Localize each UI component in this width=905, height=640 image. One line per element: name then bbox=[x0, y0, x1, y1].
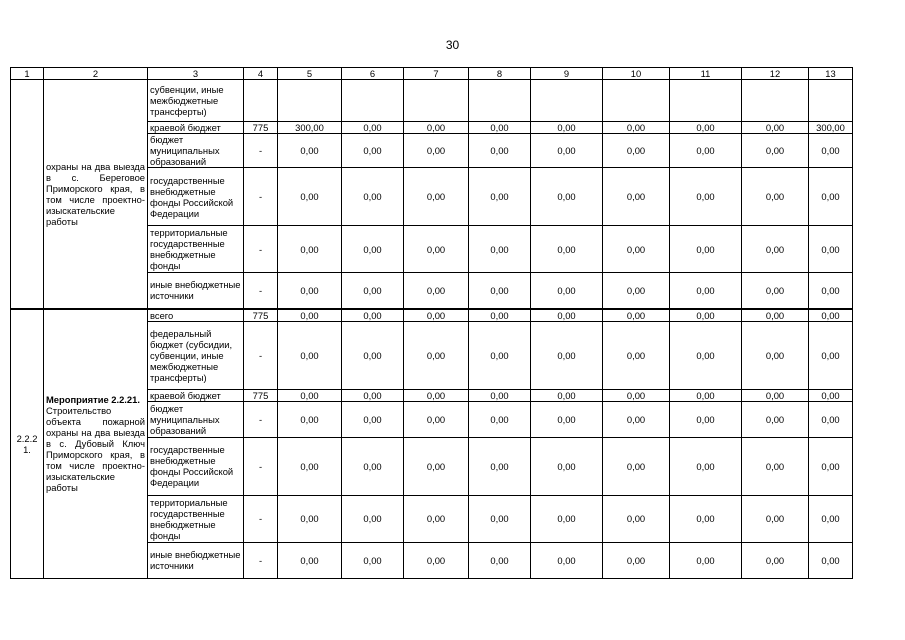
value-cell: 0,00 bbox=[404, 437, 469, 495]
value-cell: 0,00 bbox=[670, 321, 742, 389]
value-cell: 0,00 bbox=[342, 168, 404, 226]
funding-source: государственные внебюджетные фонды Российской Федерации bbox=[148, 437, 244, 495]
value-cell: 0,00 bbox=[603, 309, 670, 322]
value-cell: 0,00 bbox=[278, 542, 342, 578]
value-cell: 0,00 bbox=[603, 168, 670, 226]
value-cell: 0,00 bbox=[278, 134, 342, 168]
value-cell: 0,00 bbox=[670, 226, 742, 273]
budget-code: - bbox=[244, 321, 278, 389]
value-cell: 0,00 bbox=[342, 273, 404, 309]
budget-code: - bbox=[244, 226, 278, 273]
item-index: 2.2.2 1. bbox=[11, 309, 44, 579]
value-cell: 0,00 bbox=[469, 437, 531, 495]
funding-source: краевой бюджет bbox=[148, 389, 244, 401]
value-cell: 0,00 bbox=[742, 401, 809, 437]
value-cell: 0,00 bbox=[809, 168, 853, 226]
value-cell: 0,00 bbox=[342, 309, 404, 322]
value-cell: 0,00 bbox=[278, 309, 342, 322]
header-cell: 1 bbox=[11, 68, 44, 80]
value-cell: 0,00 bbox=[603, 273, 670, 309]
budget-code: - bbox=[244, 437, 278, 495]
value-cell: 0,00 bbox=[278, 437, 342, 495]
funding-source: территориальные государственные внебюджетные фонды bbox=[148, 495, 244, 542]
value-cell: 0,00 bbox=[342, 226, 404, 273]
value-cell: 0,00 bbox=[742, 321, 809, 389]
budget-code: - bbox=[244, 134, 278, 168]
value-cell: 0,00 bbox=[809, 542, 853, 578]
value-cell: 0,00 bbox=[404, 134, 469, 168]
value-cell: 0,00 bbox=[742, 226, 809, 273]
value-cell: 0,00 bbox=[469, 495, 531, 542]
item-description bbox=[44, 80, 148, 309]
table-row bbox=[11, 309, 853, 322]
header-cell: 2 bbox=[44, 68, 148, 80]
value-cell: 0,00 bbox=[531, 226, 603, 273]
value-cell: 0,00 bbox=[342, 437, 404, 495]
value-cell: 0,00 bbox=[809, 226, 853, 273]
value-cell: 0,00 bbox=[670, 495, 742, 542]
value-cell: 0,00 bbox=[404, 401, 469, 437]
funding-source: краевой бюджет bbox=[148, 122, 244, 134]
value-cell: 0,00 bbox=[670, 122, 742, 134]
value-cell: 0,00 bbox=[809, 321, 853, 389]
value-cell: 0,00 bbox=[278, 226, 342, 273]
value-cell: 0,00 bbox=[278, 495, 342, 542]
value-cell: 0,00 bbox=[278, 401, 342, 437]
value-cell: 0,00 bbox=[342, 401, 404, 437]
value-cell: 0,00 bbox=[670, 273, 742, 309]
value-cell: 0,00 bbox=[603, 542, 670, 578]
value-cell: 0,00 bbox=[278, 321, 342, 389]
value-cell: 0,00 bbox=[670, 437, 742, 495]
value-cell bbox=[404, 80, 469, 122]
value-cell bbox=[531, 80, 603, 122]
table-row bbox=[11, 80, 853, 122]
value-cell: 0,00 bbox=[469, 542, 531, 578]
value-cell: 0,00 bbox=[404, 273, 469, 309]
value-cell: 0,00 bbox=[603, 495, 670, 542]
header-cell: 9 bbox=[531, 68, 603, 80]
header-cell: 11 bbox=[670, 68, 742, 80]
budget-code: - bbox=[244, 273, 278, 309]
header-cell: 6 bbox=[342, 68, 404, 80]
value-cell: 0,00 bbox=[278, 273, 342, 309]
value-cell: 0,00 bbox=[531, 122, 603, 134]
value-cell bbox=[603, 80, 670, 122]
value-cell bbox=[469, 80, 531, 122]
value-cell: 0,00 bbox=[342, 495, 404, 542]
value-cell bbox=[742, 80, 809, 122]
value-cell: 0,00 bbox=[742, 389, 809, 401]
value-cell: 0,00 bbox=[469, 321, 531, 389]
budget-table bbox=[10, 67, 853, 579]
funding-source: субвенции, иные межбюджетные трансферты) bbox=[148, 80, 244, 122]
value-cell: 0,00 bbox=[469, 309, 531, 322]
value-cell: 0,00 bbox=[742, 168, 809, 226]
value-cell: 0,00 bbox=[809, 401, 853, 437]
funding-source: всего bbox=[148, 309, 244, 322]
value-cell: 0,00 bbox=[404, 122, 469, 134]
value-cell bbox=[809, 80, 853, 122]
budget-code: - bbox=[244, 168, 278, 226]
value-cell: 0,00 bbox=[404, 389, 469, 401]
funding-source: бюджет муниципальных образований bbox=[148, 401, 244, 437]
value-cell: 0,00 bbox=[342, 134, 404, 168]
value-cell: 0,00 bbox=[670, 401, 742, 437]
value-cell: 0,00 bbox=[603, 134, 670, 168]
value-cell: 0,00 bbox=[742, 495, 809, 542]
value-cell: 0,00 bbox=[404, 495, 469, 542]
value-cell: 0,00 bbox=[404, 321, 469, 389]
budget-code: 775 bbox=[244, 309, 278, 322]
value-cell: 0,00 bbox=[809, 134, 853, 168]
value-cell: 0,00 bbox=[670, 134, 742, 168]
value-cell: 0,00 bbox=[809, 389, 853, 401]
value-cell: 0,00 bbox=[531, 168, 603, 226]
value-cell: 0,00 bbox=[404, 309, 469, 322]
value-cell: 0,00 bbox=[469, 168, 531, 226]
item-description-text: Строительство объекта пожарной охраны на два выезда в с. Дубовый Ключ Приморского края, в том числе проектно-изыскательские работы bbox=[46, 405, 145, 493]
budget-code: - bbox=[244, 542, 278, 578]
value-cell: 0,00 bbox=[342, 389, 404, 401]
value-cell: 0,00 bbox=[531, 134, 603, 168]
budget-code bbox=[244, 80, 278, 122]
value-cell: 0,00 bbox=[603, 122, 670, 134]
value-cell: 0,00 bbox=[531, 389, 603, 401]
value-cell: 0,00 bbox=[404, 226, 469, 273]
value-cell: 0,00 bbox=[670, 542, 742, 578]
item-description bbox=[44, 309, 148, 579]
value-cell: 0,00 bbox=[342, 122, 404, 134]
value-cell: 0,00 bbox=[809, 437, 853, 495]
header-cell: 7 bbox=[404, 68, 469, 80]
value-cell: 0,00 bbox=[809, 495, 853, 542]
table-header-row bbox=[11, 68, 853, 80]
value-cell: 0,00 bbox=[469, 401, 531, 437]
value-cell: 0,00 bbox=[404, 542, 469, 578]
item-title: Мероприятие 2.2.21. bbox=[46, 394, 140, 405]
value-cell bbox=[670, 80, 742, 122]
funding-source: федеральный бюджет (субсидии, субвенции, иные межбюджетные трансферты) bbox=[148, 321, 244, 389]
value-cell: 0,00 bbox=[603, 321, 670, 389]
funding-source: государственные внебюджетные фонды Российской Федерации bbox=[148, 168, 244, 226]
item-description-text: охраны на два выезда в с. Береговое Приморского края, в том числе проектно-изыскательские работы bbox=[46, 160, 145, 227]
value-cell: 0,00 bbox=[531, 542, 603, 578]
funding-source: территориальные государственные внебюджетные фонды bbox=[148, 226, 244, 273]
value-cell: 0,00 bbox=[404, 168, 469, 226]
header-cell: 3 bbox=[148, 68, 244, 80]
item-index bbox=[11, 80, 44, 309]
value-cell: 300,00 bbox=[278, 122, 342, 134]
value-cell: 0,00 bbox=[342, 321, 404, 389]
header-cell: 12 bbox=[742, 68, 809, 80]
funding-source: бюджет муниципальных образований bbox=[148, 134, 244, 168]
value-cell: 0,00 bbox=[742, 437, 809, 495]
value-cell: 0,00 bbox=[603, 389, 670, 401]
budget-code: - bbox=[244, 401, 278, 437]
value-cell: 0,00 bbox=[742, 309, 809, 322]
value-cell: 0,00 bbox=[469, 273, 531, 309]
header-cell: 10 bbox=[603, 68, 670, 80]
value-cell: 0,00 bbox=[742, 542, 809, 578]
header-cell: 8 bbox=[469, 68, 531, 80]
budget-code: - bbox=[244, 495, 278, 542]
value-cell: 0,00 bbox=[809, 309, 853, 322]
value-cell: 0,00 bbox=[670, 168, 742, 226]
value-cell: 0,00 bbox=[531, 401, 603, 437]
value-cell: 0,00 bbox=[742, 134, 809, 168]
value-cell: 0,00 bbox=[469, 122, 531, 134]
value-cell: 0,00 bbox=[469, 389, 531, 401]
value-cell: 0,00 bbox=[742, 122, 809, 134]
funding-source: иные внебюджетные источники bbox=[148, 542, 244, 578]
budget-code: 775 bbox=[244, 122, 278, 134]
value-cell: 0,00 bbox=[670, 389, 742, 401]
value-cell: 300,00 bbox=[809, 122, 853, 134]
value-cell: 0,00 bbox=[742, 273, 809, 309]
value-cell bbox=[342, 80, 404, 122]
value-cell: 0,00 bbox=[531, 321, 603, 389]
value-cell: 0,00 bbox=[469, 226, 531, 273]
header-cell: 4 bbox=[244, 68, 278, 80]
value-cell bbox=[278, 80, 342, 122]
value-cell: 0,00 bbox=[531, 309, 603, 322]
value-cell: 0,00 bbox=[342, 542, 404, 578]
budget-code: 775 bbox=[244, 389, 278, 401]
value-cell: 0,00 bbox=[278, 389, 342, 401]
page-number: 30 bbox=[445, 38, 460, 52]
value-cell: 0,00 bbox=[531, 495, 603, 542]
value-cell: 0,00 bbox=[531, 437, 603, 495]
header-cell: 13 bbox=[809, 68, 853, 80]
value-cell: 0,00 bbox=[603, 226, 670, 273]
value-cell: 0,00 bbox=[603, 401, 670, 437]
value-cell: 0,00 bbox=[603, 437, 670, 495]
value-cell: 0,00 bbox=[670, 309, 742, 322]
value-cell: 0,00 bbox=[809, 273, 853, 309]
value-cell: 0,00 bbox=[531, 273, 603, 309]
value-cell: 0,00 bbox=[278, 168, 342, 226]
funding-source: иные внебюджетные источники bbox=[148, 273, 244, 309]
value-cell: 0,00 bbox=[469, 134, 531, 168]
header-cell: 5 bbox=[278, 68, 342, 80]
